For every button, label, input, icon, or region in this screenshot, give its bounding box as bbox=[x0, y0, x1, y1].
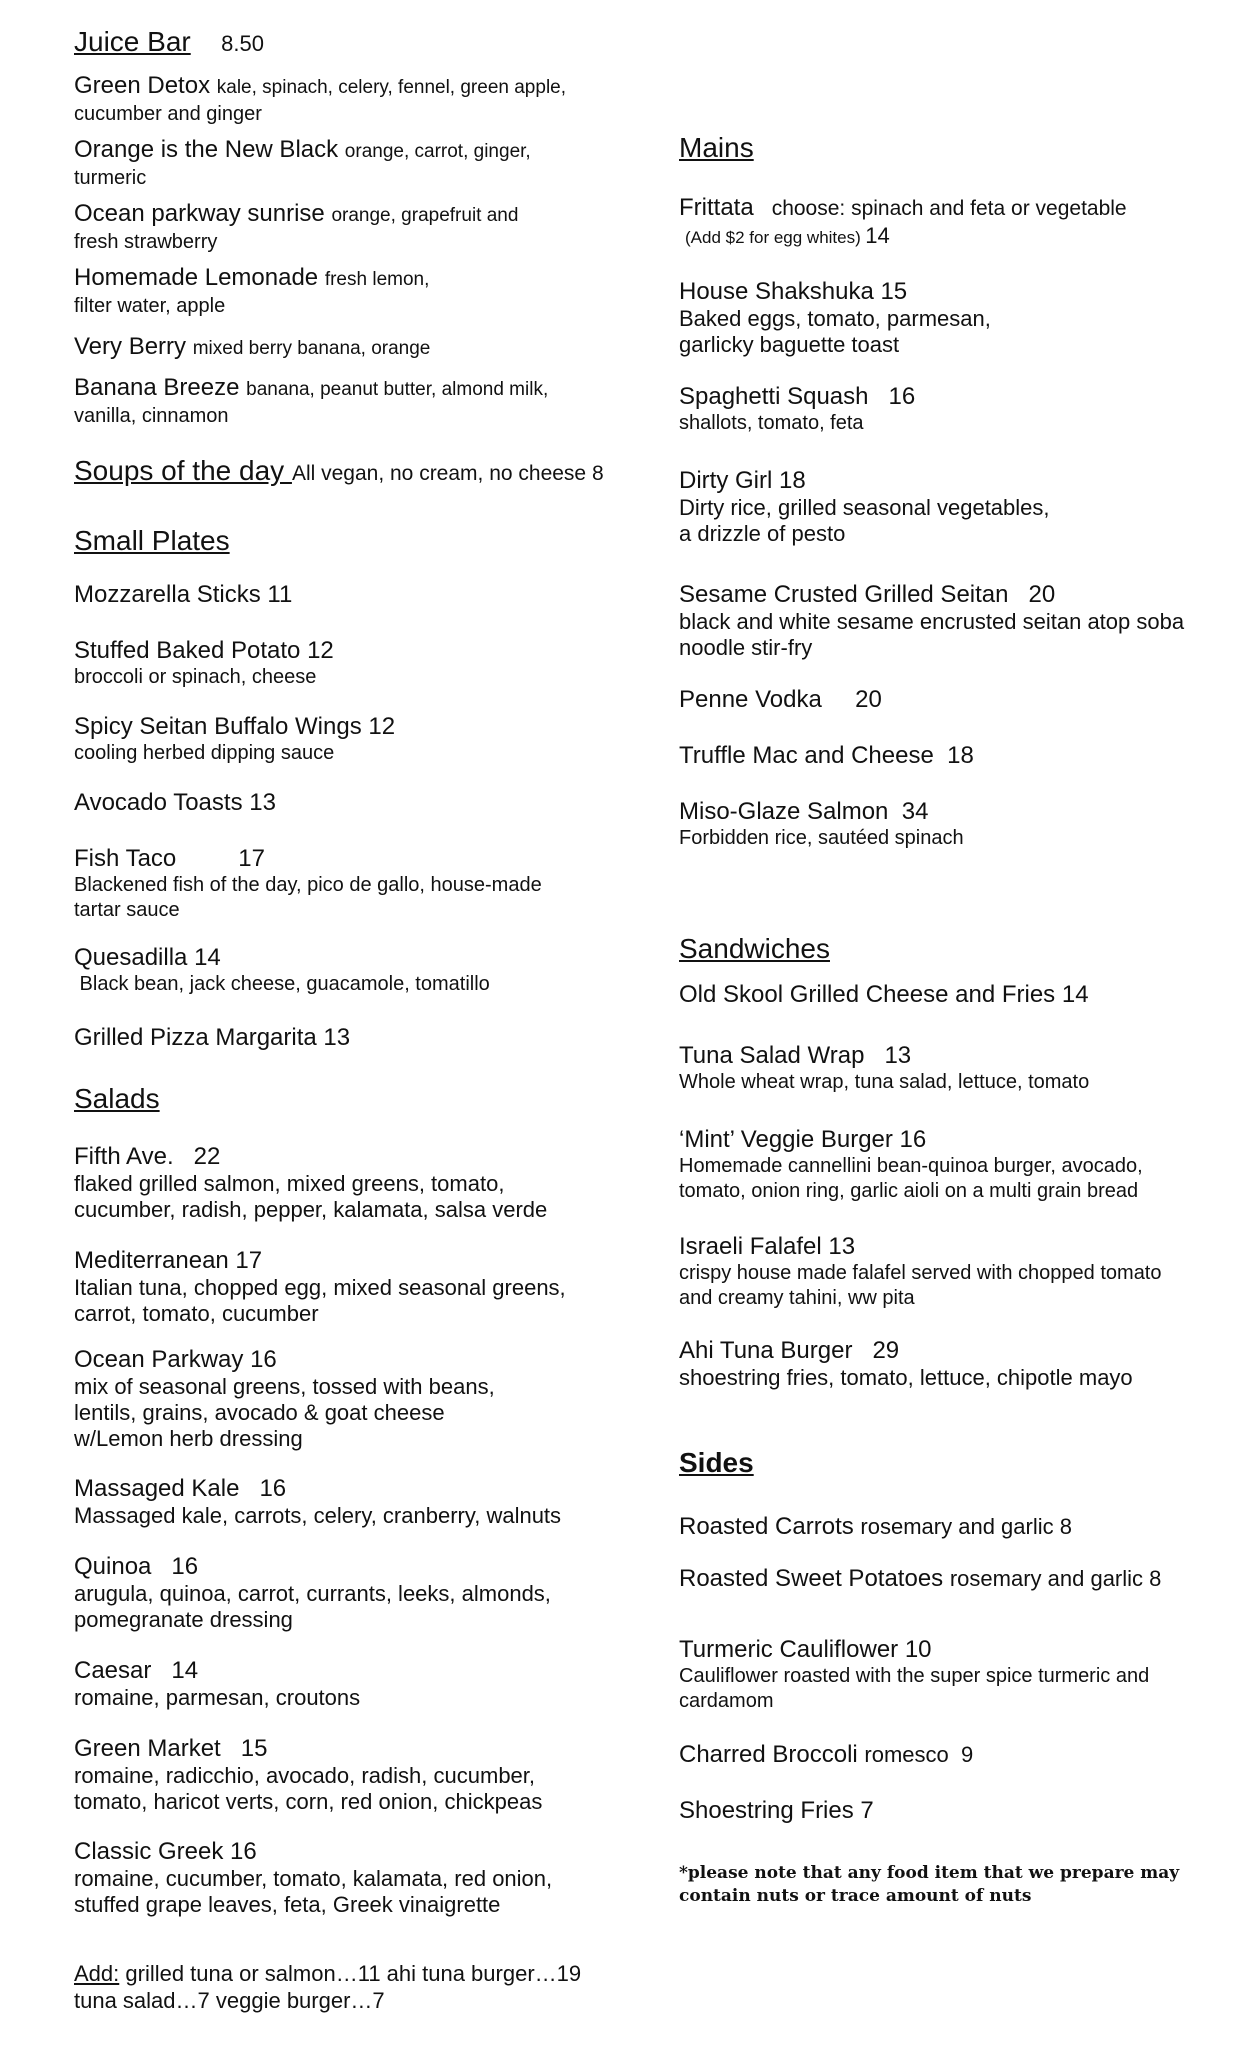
menu-item bbox=[679, 1636, 1209, 1714]
item-desc: turmeric bbox=[74, 167, 147, 189]
item-name: Shoestring Fries 7 bbox=[679, 1797, 874, 1824]
item-desc: cooling herbed dipping sauce bbox=[74, 742, 335, 764]
menu-item bbox=[679, 1126, 1209, 1204]
item-desc: Whole wheat wrap, tuna salad, lettuce, tomato bbox=[679, 1071, 1090, 1093]
item-choice: choose: spinach and feta or vegetable bbox=[771, 197, 1127, 220]
item-name: Orange is the New Black bbox=[74, 136, 339, 163]
item-name: Turmeric Cauliflower 10 bbox=[679, 1636, 932, 1663]
item-name: Ocean Parkway 16 bbox=[74, 1346, 277, 1373]
menu-item bbox=[74, 264, 634, 319]
menu-item bbox=[679, 1797, 1209, 1825]
sides-header bbox=[679, 1447, 1209, 1479]
menu-item bbox=[679, 1337, 1209, 1391]
menu-item bbox=[679, 194, 1209, 249]
item-desc: arugula, quinoa, carrot, currants, leeks, almonds, pomegranate dressing bbox=[74, 1581, 551, 1632]
item-price: 17 bbox=[238, 845, 265, 872]
item-name: Classic Greek 16 bbox=[74, 1838, 257, 1865]
menu-item bbox=[74, 1838, 634, 1918]
sandwiches-title: Sandwiches bbox=[679, 933, 830, 964]
item-name: Mozzarella Sticks 11 bbox=[74, 581, 293, 608]
menu-item bbox=[74, 1475, 634, 1529]
item-desc: romaine, parmesan, croutons bbox=[74, 1685, 361, 1710]
item-name: ‘Mint’ Veggie Burger 16 bbox=[679, 1126, 927, 1153]
menu-item bbox=[679, 798, 1209, 851]
item-name: Caesar 14 bbox=[74, 1657, 199, 1684]
item-desc-inline: rosemary and garlic 8 bbox=[949, 1566, 1162, 1591]
item-desc: Italian tuna, chopped egg, mixed seasonal greens, carrot, tomato, cucumber bbox=[74, 1275, 566, 1326]
item-desc-inline: banana, peanut butter, almond milk, bbox=[246, 379, 549, 400]
item-name: Spicy Seitan Buffalo Wings 12 bbox=[74, 713, 396, 740]
add-ons bbox=[74, 1960, 634, 2014]
item-desc-inline: mixed berry banana, orange bbox=[192, 338, 431, 359]
item-desc: filter water, apple bbox=[74, 295, 226, 317]
item-desc: Dirty rice, grilled seasonal vegetables, a drizzle of pesto bbox=[679, 495, 1050, 546]
item-name: Truffle Mac and Cheese 18 bbox=[679, 742, 974, 769]
allergy-note: *please note that any food item that we prepare may contain nuts or trace amount of nuts bbox=[679, 1863, 1180, 1906]
item-name: Sesame Crusted Grilled Seitan 20 bbox=[679, 581, 1056, 608]
juice-bar-price: 8.50 bbox=[221, 31, 264, 56]
item-name: Green Detox bbox=[74, 72, 211, 99]
item-name: Mediterranean 17 bbox=[74, 1247, 263, 1274]
menu-item bbox=[74, 1143, 634, 1223]
item-desc: shallots, tomato, feta bbox=[679, 412, 864, 434]
menu-item bbox=[74, 637, 634, 690]
item-desc: Blackened fish of the day, pico de gallo, house-made tartar sauce bbox=[74, 874, 542, 921]
soups-header bbox=[74, 455, 634, 487]
menu-item bbox=[679, 742, 1209, 770]
item-desc: black and white sesame encrusted seitan atop soba noodle stir-fry bbox=[679, 609, 1185, 660]
item-name: Penne Vodka 20 bbox=[679, 686, 882, 713]
item-name: Roasted Carrots bbox=[679, 1513, 854, 1540]
menu-item bbox=[74, 1553, 634, 1633]
item-name: Tuna Salad Wrap 13 bbox=[679, 1042, 912, 1069]
item-desc-inline: orange, carrot, ginger, bbox=[344, 141, 531, 162]
menu-item bbox=[74, 1657, 634, 1711]
item-name: Ocean parkway sunrise bbox=[74, 200, 325, 227]
menu-item bbox=[74, 581, 634, 609]
add-ons-line: grilled tuna or salmon…11 ahi tuna burger…19 bbox=[119, 1961, 582, 1986]
salads-header bbox=[74, 1083, 634, 1115]
menu-item bbox=[74, 72, 634, 127]
item-desc: vanilla, cinnamon bbox=[74, 405, 229, 427]
item-name: Fish Taco bbox=[74, 845, 177, 872]
item-desc: shoestring fries, tomato, lettuce, chipotle mayo bbox=[679, 1365, 1133, 1390]
menu-item bbox=[679, 278, 1209, 358]
item-desc: Forbidden rice, sautéed spinach bbox=[679, 827, 964, 849]
item-desc-inline: rosemary and garlic 8 bbox=[860, 1514, 1072, 1539]
item-desc: crispy house made falafel served with chopped tomato and creamy tahini, ww pita bbox=[679, 1262, 1162, 1309]
menu-item bbox=[679, 467, 1209, 547]
item-desc-inline: orange, grapefruit and bbox=[331, 205, 519, 226]
menu-item bbox=[74, 713, 634, 766]
item-name: Quesadilla 14 bbox=[74, 944, 221, 971]
item-desc: broccoli or spinach, cheese bbox=[74, 666, 317, 688]
item-name: Ahi Tuna Burger 29 bbox=[679, 1337, 900, 1364]
menu-item bbox=[74, 333, 634, 363]
item-name: Old Skool Grilled Cheese and Fries 14 bbox=[679, 981, 1089, 1008]
item-name: Grilled Pizza Margarita 13 bbox=[74, 1024, 351, 1051]
item-name: Stuffed Baked Potato 12 bbox=[74, 637, 334, 664]
menu-item bbox=[74, 1735, 634, 1815]
item-name: Miso-Glaze Salmon 34 bbox=[679, 798, 929, 825]
item-name: Dirty Girl 18 bbox=[679, 467, 806, 494]
item-name: Fifth Ave. 22 bbox=[74, 1143, 221, 1170]
menu-item bbox=[74, 845, 634, 923]
menu-item bbox=[74, 1346, 634, 1452]
item-name: Very Berry bbox=[74, 333, 187, 360]
item-note: (Add $2 for egg whites) bbox=[685, 228, 861, 247]
item-name: Massaged Kale 16 bbox=[74, 1475, 287, 1502]
item-name: Quinoa 16 bbox=[74, 1553, 199, 1580]
menu-item bbox=[74, 1024, 634, 1052]
small-plates-header bbox=[74, 525, 634, 557]
soups-note: All vegan, no cream, no cheese 8 bbox=[291, 462, 604, 485]
item-name: Avocado Toasts 13 bbox=[74, 789, 276, 816]
menu-item bbox=[74, 374, 634, 429]
menu-item bbox=[679, 686, 1209, 714]
item-name: Banana Breeze bbox=[74, 374, 240, 401]
item-desc: Black bean, jack cheese, guacamole, tomatillo bbox=[74, 973, 490, 995]
item-desc-inline: fresh lemon, bbox=[324, 269, 430, 290]
item-desc: Homemade cannellini bean-quinoa burger, avocado, tomato, onion ring, garlic aioli on a multi grain bread bbox=[679, 1155, 1143, 1202]
menu-item bbox=[679, 1741, 1209, 1769]
menu-item bbox=[74, 1247, 634, 1327]
item-desc-inline: romesco 9 bbox=[864, 1742, 974, 1767]
item-desc: romaine, radicchio, avocado, radish, cucumber, tomato, haricot verts, corn, red onion, chickpeas bbox=[74, 1763, 543, 1814]
item-name: Spaghetti Squash 16 bbox=[679, 383, 916, 410]
item-desc: fresh strawberry bbox=[74, 231, 218, 253]
soups-title: Soups of the day bbox=[74, 455, 292, 486]
menu-item bbox=[679, 1042, 1209, 1095]
item-name: Roasted Sweet Potatoes bbox=[679, 1565, 944, 1592]
juice-bar-title: Juice Bar bbox=[74, 26, 191, 57]
item-desc: flaked grilled salmon, mixed greens, tomato, cucumber, radish, pepper, kalamata, salsa verde bbox=[74, 1171, 548, 1222]
item-desc: mix of seasonal greens, tossed with beans, lentils, grains, avocado & goat cheese w/Lemon herb dressing bbox=[74, 1374, 495, 1451]
item-name: Israeli Falafel 13 bbox=[679, 1233, 856, 1260]
item-price: 14 bbox=[865, 223, 890, 248]
item-name: Charred Broccoli bbox=[679, 1741, 858, 1768]
salads-title: Salads bbox=[74, 1083, 160, 1114]
menu-item bbox=[679, 1233, 1209, 1311]
menu-item bbox=[74, 789, 634, 817]
item-desc: Massaged kale, carrots, celery, cranberry, walnuts bbox=[74, 1503, 562, 1528]
menu-item bbox=[679, 1565, 1209, 1593]
add-ons-line: tuna salad…7 veggie burger…7 bbox=[74, 1988, 385, 2013]
menu-item bbox=[74, 944, 634, 997]
item-name: House Shakshuka 15 bbox=[679, 278, 908, 305]
item-desc: cucumber and ginger bbox=[74, 103, 262, 125]
small-plates-title: Small Plates bbox=[74, 525, 230, 556]
item-name: Homemade Lemonade bbox=[74, 264, 319, 291]
mains-header bbox=[679, 132, 1209, 164]
item-name: Green Market 15 bbox=[74, 1735, 268, 1762]
menu-item bbox=[74, 200, 634, 255]
item-desc: Baked eggs, tomato, parmesan, garlicky baguette toast bbox=[679, 306, 991, 357]
item-desc: romaine, cucumber, tomato, kalamata, red onion, stuffed grape leaves, feta, Greek vinaigrette bbox=[74, 1866, 553, 1917]
menu-item bbox=[679, 1513, 1209, 1541]
sandwiches-header bbox=[679, 933, 1209, 965]
add-ons-label: Add: bbox=[74, 1961, 120, 1986]
menu-item bbox=[74, 136, 634, 191]
menu-item bbox=[679, 383, 1209, 436]
item-desc: Cauliflower roasted with the super spice turmeric and cardamom bbox=[679, 1665, 1150, 1712]
menu-item bbox=[679, 581, 1209, 661]
item-desc-inline: kale, spinach, celery, fennel, green apple, bbox=[216, 77, 567, 98]
item-name: Frittata bbox=[679, 194, 754, 221]
sides-title: Sides bbox=[679, 1447, 754, 1478]
menu-item bbox=[679, 981, 1209, 1009]
mains-title: Mains bbox=[679, 132, 754, 163]
juice-bar-header bbox=[74, 26, 634, 58]
